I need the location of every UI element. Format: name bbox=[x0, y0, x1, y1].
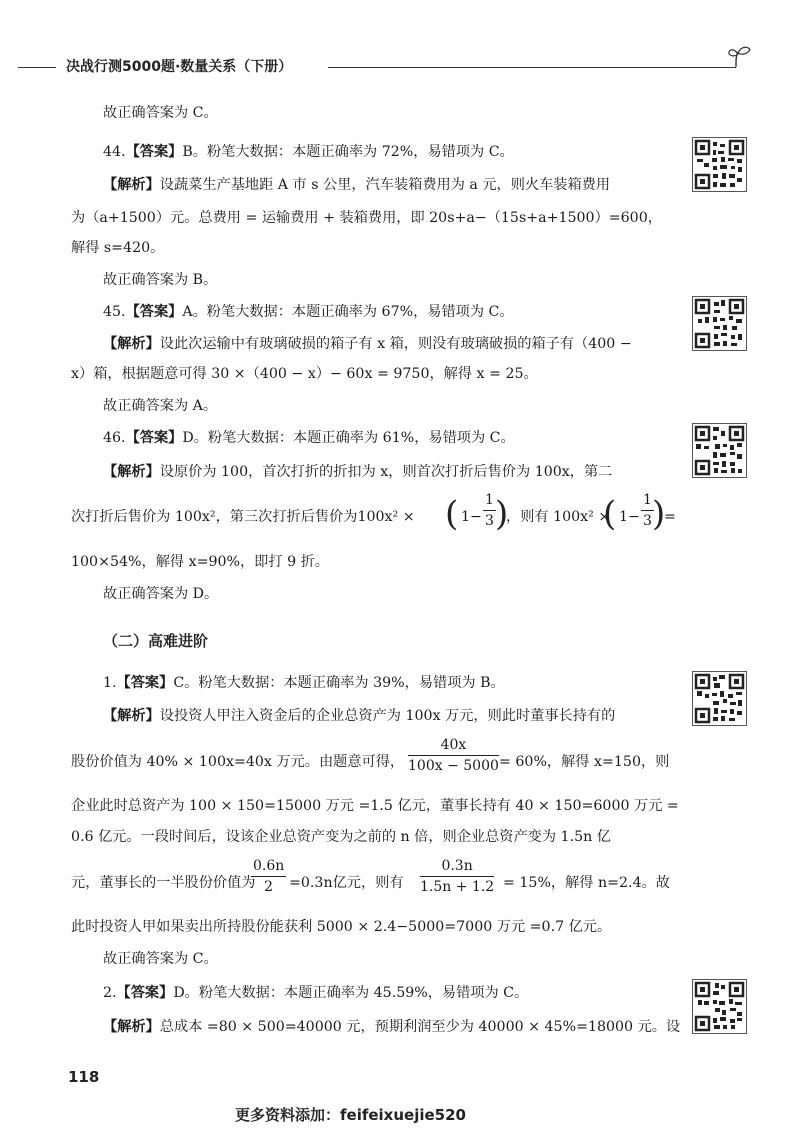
question-45-answer bbox=[103, 302, 514, 322]
question-2-answer bbox=[103, 983, 528, 1003]
qr-code-icon bbox=[692, 671, 747, 726]
qr-code-icon bbox=[692, 979, 747, 1034]
analysis-44-line-2: 为（a+1500）元。总费用 = 运输费用 + 装箱费用，即 20s+a−（15s+a+1500）=600， bbox=[71, 210, 662, 226]
question-number: 45. bbox=[103, 304, 126, 320]
question-number: 44. bbox=[103, 144, 126, 160]
one-minus: 1− bbox=[619, 509, 640, 525]
analysis-label: 【解析】 bbox=[103, 708, 160, 724]
analysis-label: 【解析】 bbox=[103, 177, 160, 193]
answer-text: B。粉笔大数据：本题正确率为 72%，易错项为 C。 bbox=[182, 144, 514, 160]
fraction-0.6n bbox=[251, 858, 286, 895]
answer-text: C。粉笔大数据：本题正确率为 39%，易错项为 B。 bbox=[173, 675, 505, 691]
analysis-45-line-2: x）箱，根据题意可得 30 ×（400 − x）− 60x = 9750，解得 x = 25。 bbox=[71, 366, 538, 382]
fraction-numerator: 0.6n bbox=[251, 858, 286, 877]
qr-code-icon bbox=[692, 423, 747, 478]
question-number: 1. bbox=[103, 675, 117, 691]
analysis-text: 设投资人甲注入资金后的企业总资产为 100x 万元，则此时董事长持有的 bbox=[159, 708, 616, 724]
answer-label: 【答案】 bbox=[116, 985, 174, 1001]
analysis-44-line-3: 解得 s=420。 bbox=[71, 240, 165, 256]
page-number: 118 bbox=[68, 1068, 100, 1086]
analysis-46-line-3: 100×54%，解得 x=90%，即打 9 折。 bbox=[71, 554, 329, 570]
fraction-denominator: 2 bbox=[264, 879, 274, 895]
analysis-46-line-2b: ，则有 100x² × bbox=[506, 509, 611, 525]
question-44-answer bbox=[103, 142, 514, 162]
fraction-numerator: 0.3n bbox=[420, 858, 494, 877]
answer-line: 故正确答案为 C。 bbox=[103, 951, 218, 967]
analysis-1-line-4: 0.6 亿元。一段时间后，设该企业总资产变为之前的 n 倍，则企业总资产变为 1.5n 亿 bbox=[71, 829, 611, 845]
analysis-1-line-2b: = 60%，解得 x=150，则 bbox=[499, 754, 670, 770]
analysis-1-line-3: 企业此时总资产为 100 × 150=15000 万元 =1.5 亿元，董事长持有 40 × 150=6000 万元 = bbox=[71, 798, 679, 814]
question-46-answer bbox=[103, 428, 515, 448]
analysis-text: 设蔬菜生产基地距 A 市 s 公里，汽车装箱费用为 a 元，则火车装箱费用 bbox=[159, 177, 611, 193]
question-number: 2. bbox=[103, 985, 117, 1001]
answer-text: D。粉笔大数据：本题正确率为 45.59%，易错项为 C。 bbox=[173, 985, 529, 1001]
paren-close: ) bbox=[652, 494, 666, 534]
answer-text: A。粉笔大数据：本题正确率为 67%，易错项为 C。 bbox=[182, 304, 514, 320]
analysis-1-line-1 bbox=[103, 706, 615, 726]
analysis-1-line-5c: = 15%，解得 n=2.4。故 bbox=[503, 875, 670, 891]
header-rule-right bbox=[328, 67, 736, 68]
analysis-1-line-6: 此时投资人甲如果卖出所持股份能获利 5000 × 2.4−5000=7000 万元 =0.7 亿元。 bbox=[71, 919, 612, 935]
analysis-1-line-5a: 元，董事长的一半股份价值为 bbox=[71, 875, 256, 891]
analysis-text: 设原价为 100，首次打折的折扣为 x，则首次打折后售价为 100x，第二 bbox=[159, 464, 613, 480]
analysis-1-line-5b: =0.3n亿元，则有 bbox=[289, 875, 404, 891]
analysis-label: 【解析】 bbox=[103, 336, 160, 352]
fraction-denominator: 3 bbox=[643, 513, 652, 529]
analysis-2-line-1 bbox=[103, 1017, 680, 1037]
answer-text: D。粉笔大数据：本题正确率为 61%，易错项为 C。 bbox=[182, 430, 515, 446]
analysis-text: 总成本 =80 × 500=40000 元，预期利润至少为 40000 × 45%=18000 元。设 bbox=[159, 1019, 681, 1035]
running-header bbox=[0, 50, 800, 80]
one-minus: 1− bbox=[461, 509, 482, 525]
header-rule-left bbox=[18, 67, 56, 68]
answer-label: 【答案】 bbox=[125, 430, 183, 446]
answer-line: 故正确答案为 B。 bbox=[103, 272, 218, 288]
fraction-0.3n bbox=[420, 858, 494, 895]
fraction-40x bbox=[408, 737, 499, 774]
fraction-denominator: 1.5n + 1.2 bbox=[420, 879, 495, 895]
analysis-1-line-2a: 股份价值为 40% × 100x=40x 万元。由题意可得， bbox=[71, 754, 405, 770]
qr-code-icon bbox=[692, 296, 747, 351]
fraction-numerator: 40x bbox=[408, 737, 499, 756]
header-title: 决战行测5000题·数量关系（下册） bbox=[66, 59, 293, 75]
sprout-icon bbox=[726, 44, 756, 72]
analysis-text: 设此次运输中有玻璃破损的箱子有 x 箱，则没有玻璃破损的箱子有（400 − bbox=[159, 336, 632, 352]
footer-note: 更多资料添加：feifeixuejie520 bbox=[235, 1106, 466, 1124]
fraction-numerator: 1 bbox=[483, 492, 496, 511]
question-1-answer bbox=[103, 673, 505, 693]
answer-label: 【答案】 bbox=[125, 144, 183, 160]
question-number: 46. bbox=[103, 430, 126, 446]
fraction-one-third bbox=[483, 492, 496, 529]
paren-close: ) bbox=[495, 494, 509, 534]
answer-line: 故正确答案为 D。 bbox=[103, 586, 219, 602]
answer-line: 故正确答案为 A。 bbox=[103, 398, 218, 414]
fraction-denominator: 3 bbox=[485, 513, 494, 529]
paren-open: ( bbox=[445, 494, 459, 534]
analysis-46-line-1 bbox=[103, 462, 612, 482]
analysis-44-line-1 bbox=[103, 175, 610, 195]
answer-label: 【答案】 bbox=[116, 675, 174, 691]
qr-code-icon bbox=[692, 137, 747, 192]
answer-label: 【答案】 bbox=[125, 304, 183, 320]
fraction-numerator: 1 bbox=[641, 492, 654, 511]
analysis-45-line-1 bbox=[103, 334, 632, 354]
analysis-label: 【解析】 bbox=[103, 1019, 160, 1035]
answer-line: 故正确答案为 C。 bbox=[103, 105, 218, 121]
equals-sign: = bbox=[664, 509, 676, 525]
fraction-denominator: 100x − 5000 bbox=[408, 758, 499, 774]
section-heading: （二）高难进阶 bbox=[103, 632, 209, 650]
paren-open: ( bbox=[603, 494, 617, 534]
analysis-label: 【解析】 bbox=[103, 464, 160, 480]
analysis-46-line-2a: 次打折后售价为 100x²，第三次打折后售价为100x² × bbox=[71, 509, 415, 525]
